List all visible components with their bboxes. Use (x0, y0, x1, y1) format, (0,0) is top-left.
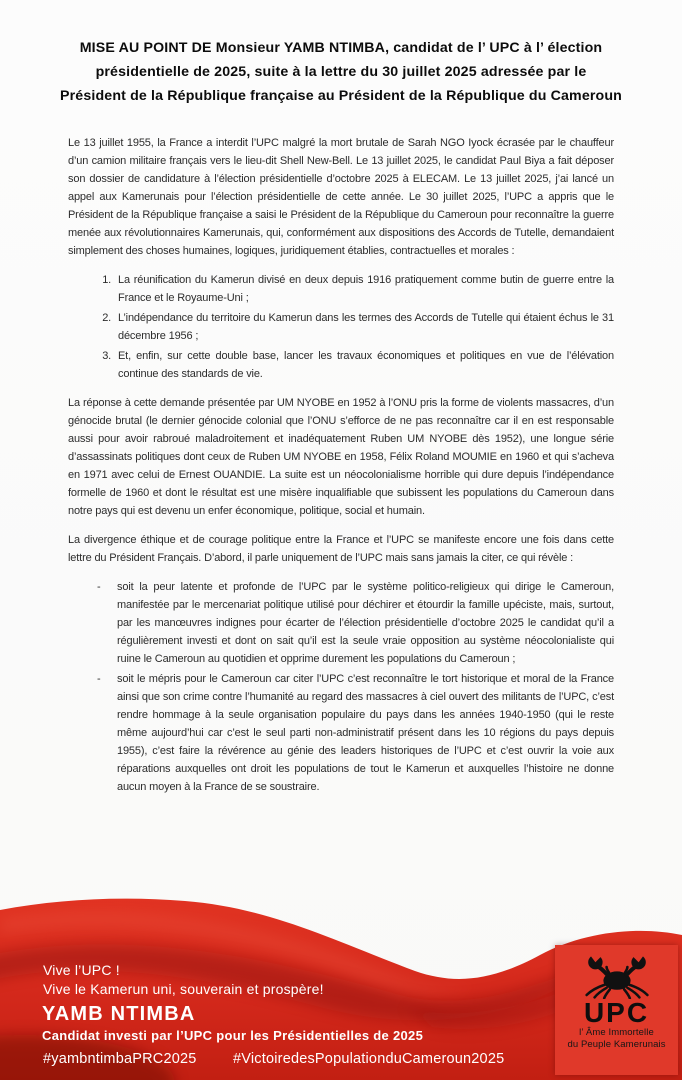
list-item: 2. L’indépendance du territoire du Kamerun dans les termes des Accords de Tutelle qui étaient échus le 31 décembre 1956 ; (114, 309, 614, 345)
logo-motto-line-1: l’ Âme Immortelle (579, 1027, 654, 1038)
document-body (68, 134, 614, 796)
crab-icon (583, 951, 651, 999)
paragraph-intro: Le 13 juillet 1955, la France a interdit l’UPC malgré la mort brutale de Sarah NGO Iyock écrasée par le chauffeur d’un camion militaire français vers le lieu-dit Shell New-Bell. Le 13 juillet 2025, le candidat Paul Biya a fait déposer son dossier de candidature à l’élection présidentielle d’octobre 2025 à ELECAM. Le 13 juillet 2025, j’ai lancé un appel aux Kamerunais pour l’élection présidentielle de cette année. Le 30 juillet 2025, l’UPC a appris que le Président de la République française a saisi le Président de la République du Cameroun pour reconnaître la guerre menée aux révolutionnaires Kamerunais, qui, conformément aux dispositions des Accords de Tutelle, demandaient simplement des choses humaines, logiques, juridiquement établies, contractuelles et morales : (68, 137, 614, 257)
candidate-name: YAMB NTIMBA (42, 1003, 196, 1025)
list-item: - soit la peur latente et profonde de l’UPC par le système politico-religieux qui dirige le Cameroun, manifestée par le mercenariat politique utilisé pour déchirer et étourdir la famille upéciste, mais, surtout, par les manœuvres indignes pour écarter de l’élection présidentielle d’octobre 2025 le candidat qu’il a régulièrement investi et dont on sait qu’il est la seule vraie opposition au système néocolonialiste qui ruine le Cameroun au quotidien et opprime durement les populations du Cameroun ; (95, 578, 614, 668)
revelations-dash-list (68, 578, 614, 796)
slogan-line-1: Vive l’UPC ! (43, 962, 120, 978)
slogan-line-2: Vive le Kamerun uni, souverain et prospère! (43, 981, 324, 997)
logo-acronym: UPC (583, 997, 650, 1028)
paragraph-divergence: La divergence éthique et de courage politique entre la France et l’UPC se manifeste encore une fois dans cette lettre du Président Français. D’abord, il parle uniquement de l’UPC mais sans jamais la citer, ce qui révèle : (68, 534, 614, 564)
document-title-line: Président de la République française au Président de la République du Cameroun (60, 88, 622, 104)
logo-motto (567, 1027, 665, 1050)
list-item: 3. Et, enfin, sur cette double base, lancer les travaux économiques et politiques en vue de l’élévation continue des standards de vie. (114, 347, 614, 383)
document-title-line: MISE AU POINT DE Monsieur YAMB NTIMBA, candidat de l’ UPC à l’ élection (79, 40, 603, 56)
paragraph-response: La réponse à cette demande présentée par UM NYOBE en 1952 à l’ONU pris la forme de violents massacres, d’un génocide brutal (le dernier génocide colonial que l’ONU s’efforce de ne pas reconnaître car il en est responsable aussi pour avoir rabroué maladroitement et inadéquatement Ruben UM NYOBE dès 1952), une longue série d’assassinats politiques dont ceux de Ruben UM NYOBE en 1958, Félix Roland MOUMIE en 1960 et qui s’acheva en 1971 avec celui de Ernest OUANDIE. La suite est un néocolonialisme horrible qui dure depuis l’indépendance formelle de 1960 et dont le résultat est une misère inqualifiable que subissent les populations du Cameroun dans notre pays qui est devenu un enfer économique, politique, social et humain. (68, 397, 614, 517)
upc-party-logo (555, 945, 678, 1075)
candidate-tagline: Candidat investi par l’UPC pour les Présidentielles de 2025 (42, 1028, 424, 1043)
list-item: - soit le mépris pour le Cameroun car citer l’UPC c’est reconnaître le tort historique et moral de la France ainsi que son crime contre l’humanité au regard des massacres à ciel ouvert des militants de l’UPC, c’est rendre hommage à la seule organisation populaire du pays dans les années 1940-1950 (qui le reste même aujourd’hui car c’est le seul parti non-administratif présent dans les 10 régions du pays depuis 1955), c’est faire la révérence au génie des leaders historiques de l’UPC et c’est ouvrir la voie aux réparations auxquelles ont droit les populations de tout le Kamerun et auxquelles l’histoire ne donne aucun moyen à la France de se soustraire. (95, 670, 614, 796)
document-title (0, 36, 682, 108)
list-item: 1. La réunification du Kamerun divisé en deux depuis 1916 pratiquement comme butin de guerre entre la France et le Royaume-Uni ; (114, 271, 614, 307)
hashtag-2: #VictoiredesPopulationduCameroun2025 (233, 1051, 505, 1067)
hashtag-1: #yambntimbaPRC2025 (43, 1051, 197, 1067)
document-title-line: présidentielle de 2025, suite à la lettre du 30 juillet 2025 adressée par le (95, 64, 587, 80)
demands-numbered-list (68, 271, 614, 383)
logo-motto-line-2: du Peuple Kamerunais (567, 1038, 666, 1050)
